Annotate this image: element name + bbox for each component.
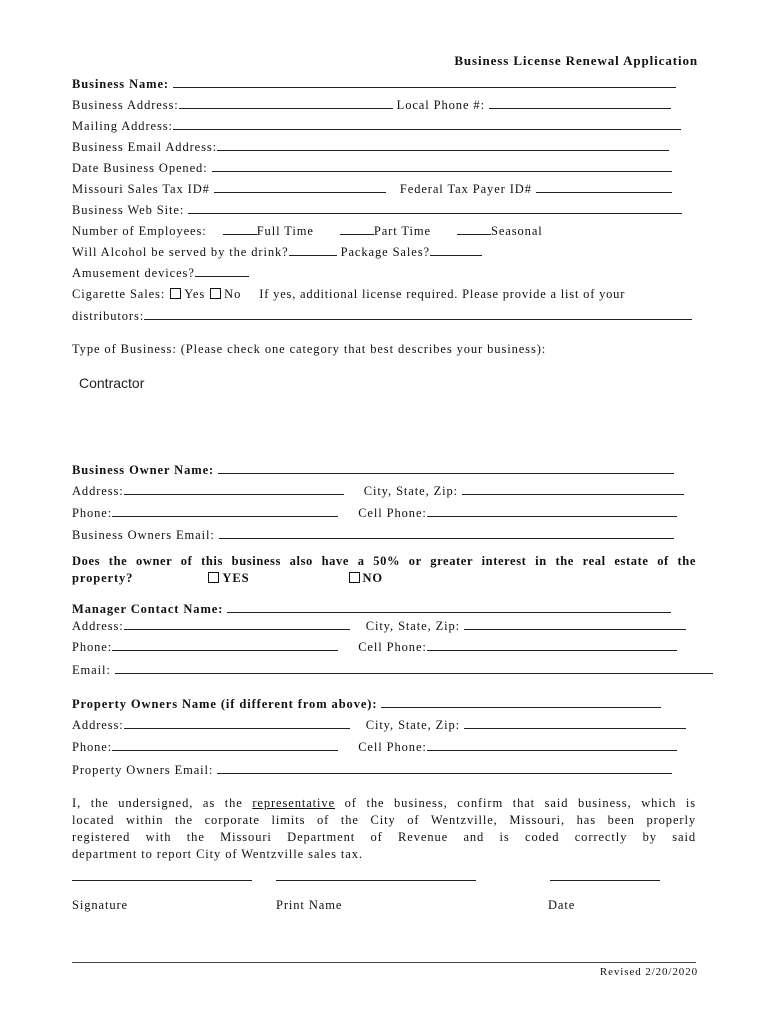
date-opened-row [72, 160, 696, 176]
alcohol-label: Will Alcohol be served by the drink? [72, 245, 289, 259]
cigarette-yes-label: Yes [184, 287, 206, 301]
property-phone-row [72, 739, 696, 755]
manager-name-field[interactable] [227, 601, 671, 613]
owner-phone-row [72, 505, 696, 521]
cigarette-label: Cigarette Sales: [72, 287, 166, 301]
owner-phone-field[interactable] [112, 505, 338, 517]
owner-cell-field[interactable] [427, 505, 677, 517]
owner-address-label: Address: [72, 484, 124, 498]
tax-id-row [72, 181, 696, 197]
cigarette-yes-checkbox[interactable] [170, 288, 181, 299]
owner-cell-label: Cell Phone: [358, 506, 427, 520]
employees-label: Number of Employees: [72, 224, 207, 238]
property-cell-field[interactable] [427, 739, 677, 751]
property-phone-label: Phone: [72, 740, 113, 754]
certification-line-3: registered with the Missouri Department of Revenue and is coded correctly by said [72, 830, 696, 844]
owner-name-label: Business Owner Name: [72, 463, 215, 477]
owner-email-label: Business Owners Email: [72, 528, 215, 542]
manager-name-row [72, 601, 696, 617]
property-name-field[interactable] [381, 696, 661, 708]
owner-name-row [72, 462, 696, 478]
manager-address-label: Address: [72, 619, 124, 633]
business-name-row [72, 76, 696, 92]
manager-email-field[interactable] [115, 662, 713, 674]
seasonal-label: Seasonal [491, 224, 543, 238]
date-opened-label: Date Business Opened: [72, 161, 208, 175]
manager-cell-label: Cell Phone: [358, 640, 427, 654]
certification-representative: representative [252, 796, 336, 810]
distributors-row [72, 308, 696, 324]
owner-city-label: City, State, Zip: [363, 484, 459, 498]
certification-line-1 [72, 795, 696, 811]
business-type-label: Type of Business: (Please check one category that best describes your business): [72, 342, 547, 356]
part-time-label: Part Time [373, 224, 431, 238]
signature-label: Signature [72, 898, 129, 912]
certification-line-4: department to report City of Wentzville sales tax. [72, 847, 363, 861]
business-name-label: Business Name: [72, 77, 169, 91]
owner-address-row [72, 483, 696, 499]
amusement-field[interactable] [195, 265, 249, 277]
business-address-row [72, 97, 696, 113]
sales-tax-label: Missouri Sales Tax ID# [72, 182, 210, 196]
cigarette-no-checkbox[interactable] [210, 288, 221, 299]
business-address-label: Business Address: [72, 98, 179, 112]
property-phone-field[interactable] [112, 739, 338, 751]
property-address-label: Address: [72, 718, 124, 732]
distributors-field[interactable] [144, 308, 692, 320]
distributors-label: distributors: [72, 309, 145, 323]
local-phone-label: Local Phone #: [396, 98, 485, 112]
cigarette-row [72, 286, 696, 302]
manager-city-field[interactable] [464, 618, 686, 630]
owner-phone-label: Phone: [72, 506, 113, 520]
web-site-row [72, 202, 696, 218]
print-name-field[interactable] [276, 880, 476, 881]
footer-divider [72, 962, 696, 963]
business-email-label: Business Email Address: [72, 140, 218, 154]
package-sales-field[interactable] [430, 244, 482, 256]
manager-phone-label: Phone: [72, 640, 113, 654]
interest-yes-label: YES [222, 571, 250, 585]
manager-city-label: City, State, Zip: [365, 619, 461, 633]
federal-tax-label: Federal Tax Payer ID# [399, 182, 532, 196]
mailing-address-row [72, 118, 696, 134]
manager-phone-row [72, 639, 696, 655]
amusement-label: Amusement devices? [72, 266, 195, 280]
business-address-field[interactable] [179, 97, 393, 109]
certification-part-2: of the business, confirm that said business, which is [344, 796, 696, 810]
revised-date: Revised 2/20/2020 [599, 966, 698, 978]
owner-email-field[interactable] [219, 527, 674, 539]
property-name-label: Property Owners Name (if different from above): [72, 697, 378, 711]
business-email-row [72, 139, 696, 155]
manager-email-row [72, 662, 696, 678]
alcohol-row [72, 244, 696, 260]
business-name-field[interactable] [173, 76, 676, 88]
property-name-row [72, 696, 696, 712]
federal-tax-field[interactable] [536, 181, 672, 193]
sales-tax-field[interactable] [214, 181, 386, 193]
date-opened-field[interactable] [212, 160, 672, 172]
web-site-label: Business Web Site: [72, 203, 185, 217]
web-site-field[interactable] [188, 202, 682, 214]
interest-yes-checkbox[interactable] [208, 572, 219, 583]
part-time-field[interactable] [340, 223, 374, 235]
property-city-field[interactable] [464, 717, 686, 729]
amusement-row [72, 265, 696, 281]
owner-address-field[interactable] [124, 483, 344, 495]
property-email-row [72, 762, 696, 778]
full-time-label: Full Time [256, 224, 314, 238]
manager-name-label: Manager Contact Name: [72, 602, 224, 616]
package-sales-label: Package Sales? [340, 245, 430, 259]
mailing-address-field[interactable] [173, 118, 681, 130]
business-type-row [72, 341, 696, 357]
cigarette-no-label: No [224, 287, 242, 301]
certification-part-1: I, the undersigned, as the [72, 796, 243, 810]
owner-interest-row [72, 570, 696, 586]
owner-interest-question: Does the owner of this business also have a 50% or greater interest in the real estate of the [72, 554, 696, 568]
interest-no-label: NO [362, 571, 384, 585]
print-name-label: Print Name [276, 898, 343, 912]
property-cell-label: Cell Phone: [358, 740, 427, 754]
interest-no-checkbox[interactable] [349, 572, 360, 583]
business-type-value[interactable]: Contractor [79, 375, 145, 391]
owner-name-field[interactable] [218, 462, 674, 474]
property-city-label: City, State, Zip: [365, 718, 461, 732]
manager-phone-field[interactable] [112, 639, 338, 651]
cigarette-note: If yes, additional license required. Please provide a list of your [259, 287, 626, 301]
owner-interest-label: property? [72, 571, 134, 585]
owner-email-row [72, 527, 696, 543]
property-email-field[interactable] [217, 762, 672, 774]
local-phone-field[interactable] [489, 97, 671, 109]
manager-cell-field[interactable] [427, 639, 677, 651]
manager-address-field[interactable] [124, 618, 350, 630]
date-field[interactable] [550, 880, 660, 881]
seasonal-field[interactable] [457, 223, 491, 235]
signature-field[interactable] [72, 880, 252, 881]
property-address-field[interactable] [124, 717, 350, 729]
employees-row [72, 223, 696, 239]
business-email-field[interactable] [217, 139, 669, 151]
certification-line-2: located within the corporate limits of the City of Wentzville, Missouri, has been properly [72, 813, 696, 827]
manager-email-label: Email: [72, 663, 111, 677]
alcohol-field[interactable] [289, 244, 337, 256]
full-time-field[interactable] [223, 223, 257, 235]
date-label: Date [548, 898, 576, 912]
form-title: Business License Renewal Application [454, 53, 698, 68]
property-address-row [72, 717, 696, 733]
owner-city-field[interactable] [462, 483, 684, 495]
mailing-address-label: Mailing Address: [72, 119, 173, 133]
property-email-label: Property Owners Email: [72, 763, 214, 777]
manager-address-row [72, 618, 696, 634]
